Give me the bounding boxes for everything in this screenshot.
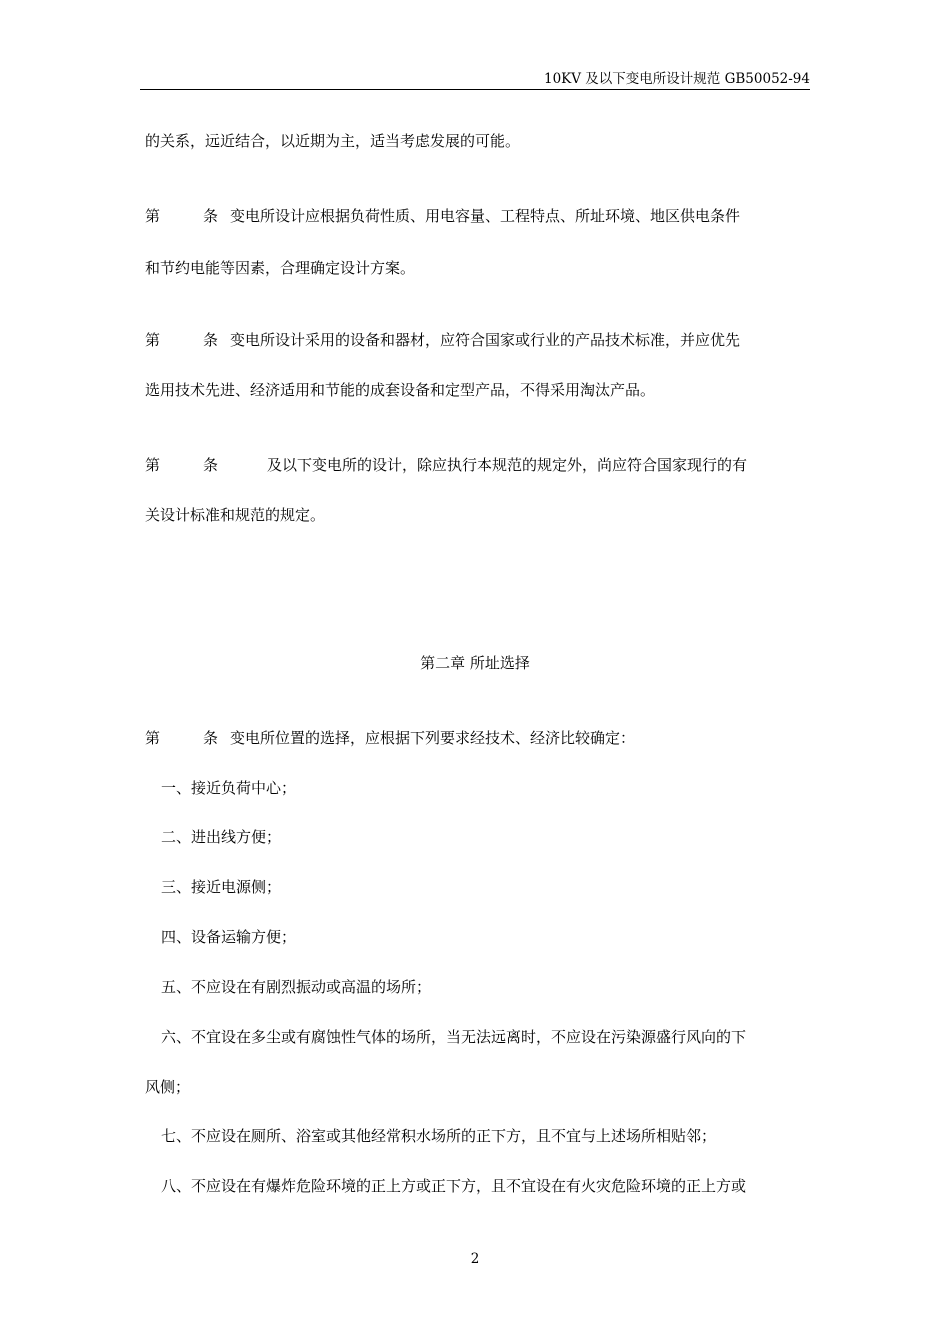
article-1-di: 第 <box>145 207 161 225</box>
list-item-1: 一、接近负荷中心； <box>161 779 297 797</box>
article-3-text: 及以下变电所的设计，除应执行本规范的规定外，尚应符合国家现行的有 <box>267 456 748 474</box>
article-2-line-1 <box>145 330 810 350</box>
paragraph-continuation: 的关系，远近结合，以近期为主，适当考虑发展的可能。 <box>145 132 521 150</box>
article-2-line-2: 选用技术先进、经济适用和节能的成套设备和定型产品，不得采用淘汰产品。 <box>145 381 656 399</box>
list-item-2: 二、进出线方便； <box>161 828 282 846</box>
list-item-3: 三、接近电源侧； <box>161 878 282 896</box>
article-4-di: 第 <box>145 729 161 747</box>
list-item-4: 四、设备运输方便； <box>161 928 297 946</box>
article-3-di: 第 <box>145 456 161 474</box>
article-3-line-1 <box>145 455 810 475</box>
article-2-text: 变电所设计采用的设备和器材，应符合国家或行业的产品技术标准，并应优先 <box>230 331 741 349</box>
article-2-di: 第 <box>145 331 161 349</box>
article-1-line-1 <box>145 206 810 226</box>
header-rule <box>140 89 810 90</box>
list-item-6-line-1: 六、不宜设在多尘或有腐蚀性气体的场所，当无法远离时，不应设在污染源盛行风向的下 <box>161 1028 747 1046</box>
list-item-8: 八、不应设在有爆炸危险环境的正上方或正下方，且不宜设在有火灾危险环境的正上方或 <box>161 1177 747 1195</box>
article-4-tiao: 条 <box>203 729 219 747</box>
page-header: 10KV 及以下变电所设计规范 GB50052-94 <box>544 71 810 87</box>
article-3-tiao: 条 <box>203 456 219 474</box>
article-2-tiao: 条 <box>203 331 219 349</box>
page-number: 2 <box>470 1251 480 1267</box>
list-item-5: 五、不应设在有剧烈振动或高温的场所； <box>161 978 432 996</box>
article-4 <box>145 728 810 748</box>
list-item-6-line-2: 风侧； <box>145 1078 191 1096</box>
list-item-7: 七、不应设在厕所、浴室或其他经常积水场所的正下方，且不宜与上述场所相贴邻； <box>161 1127 717 1145</box>
chapter-title: 第二章 所址选择 <box>420 654 530 672</box>
article-1-tiao: 条 <box>203 207 219 225</box>
article-4-text: 变电所位置的选择，应根据下列要求经技术、经济比较确定： <box>230 729 636 747</box>
article-3-line-2: 关设计标准和规范的规定。 <box>145 506 326 524</box>
article-1-text: 变电所设计应根据负荷性质、用电容量、工程特点、所址环境、地区供电条件 <box>230 207 741 225</box>
article-1-line-2: 和节约电能等因素，合理确定设计方案。 <box>145 259 416 277</box>
